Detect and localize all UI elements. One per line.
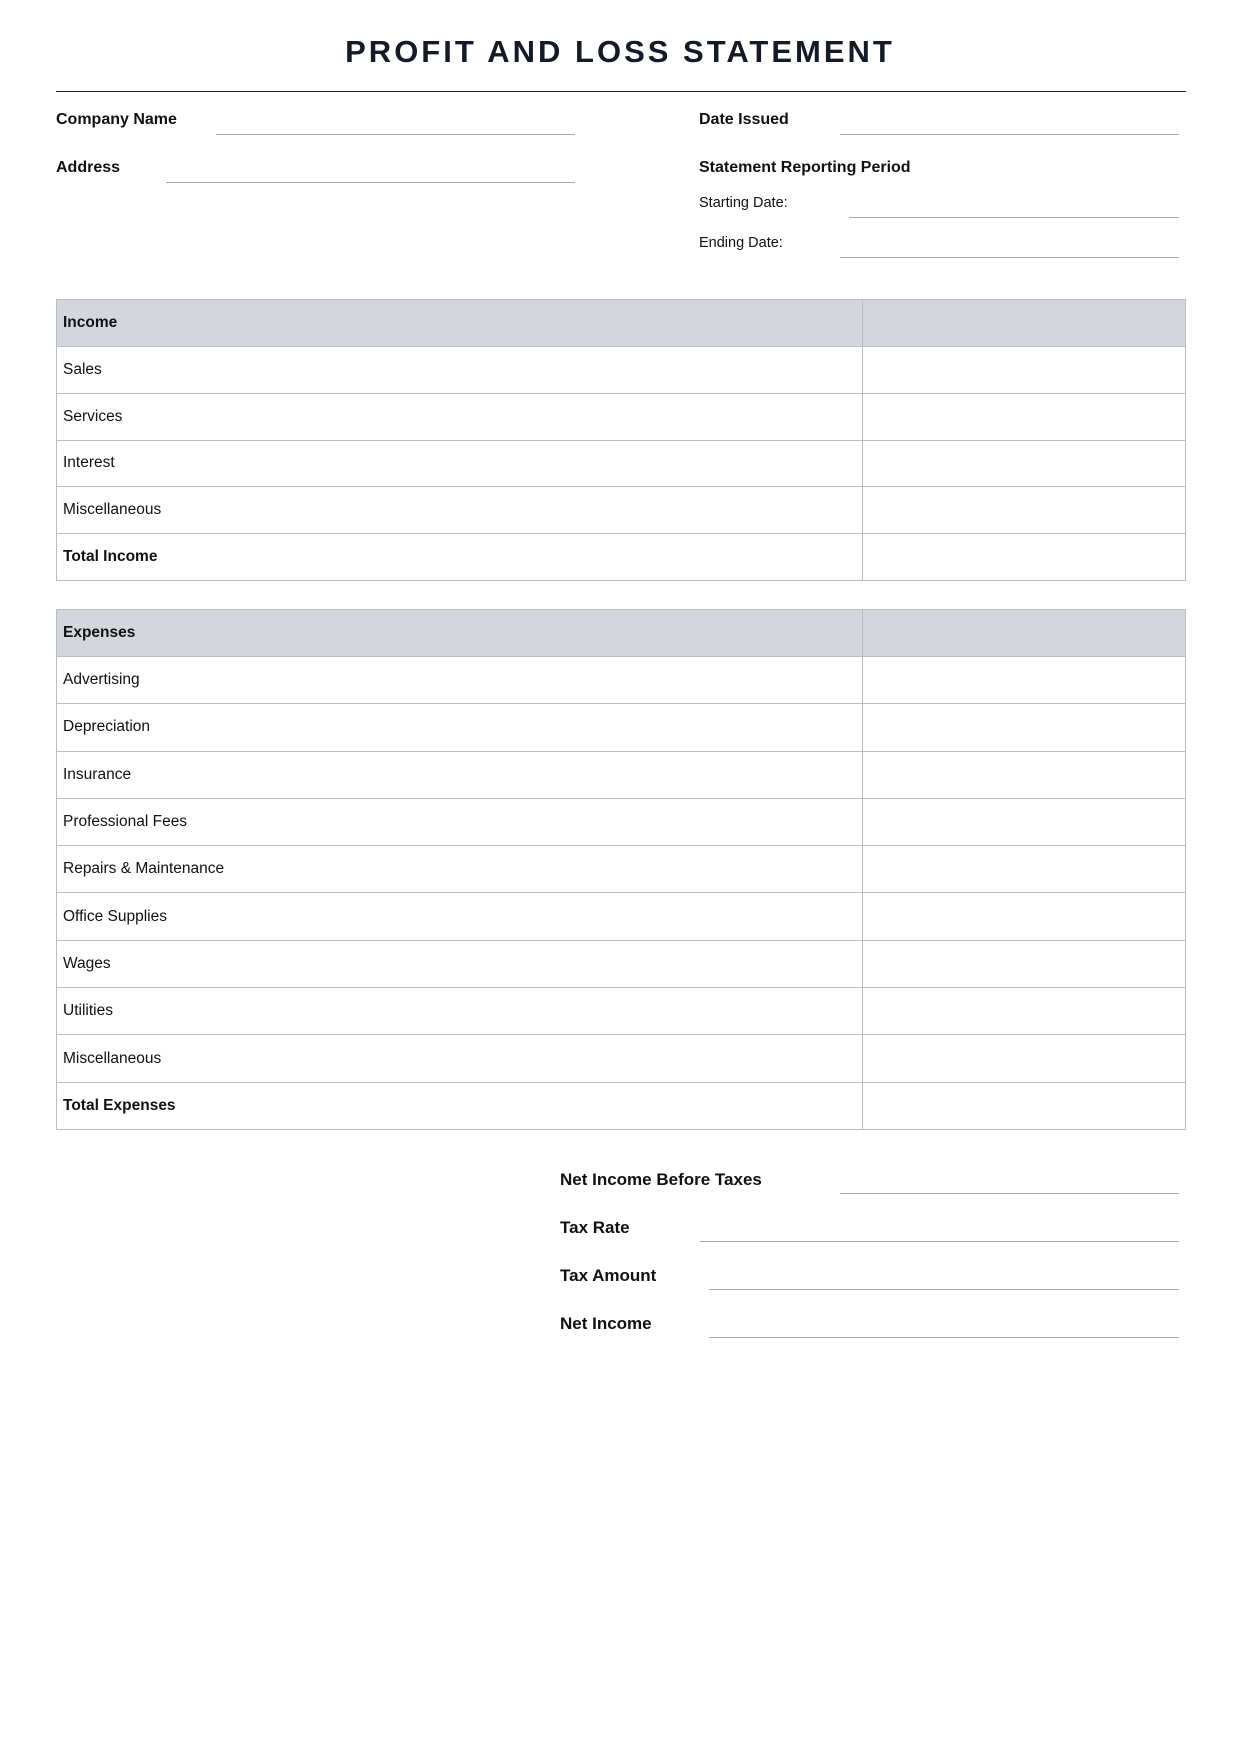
tax-amount-label: Tax Amount xyxy=(560,1266,657,1285)
total-income-row xyxy=(57,534,1186,581)
expense-row-label: Miscellaneous xyxy=(57,1035,863,1082)
net-income-label: Net Income xyxy=(560,1314,652,1333)
date-issued-field[interactable] xyxy=(840,134,1179,135)
company-name-field[interactable] xyxy=(216,134,575,135)
income-row-label: Miscellaneous xyxy=(57,487,863,534)
expense-row-label: Wages xyxy=(57,940,863,987)
table-row xyxy=(57,704,1186,751)
income-header: Income xyxy=(57,300,863,347)
table-row xyxy=(57,487,1186,534)
total-expenses-label: Total Expenses xyxy=(57,1082,863,1129)
address-label: Address xyxy=(56,159,121,176)
net-income-field[interactable] xyxy=(709,1337,1179,1338)
expenses-header-row xyxy=(57,610,1186,657)
page-title: PROFIT AND LOSS STATEMENT xyxy=(345,34,895,69)
expense-row-amount[interactable] xyxy=(863,893,1186,940)
expense-row-amount[interactable] xyxy=(863,846,1186,893)
income-row-amount[interactable] xyxy=(863,487,1186,534)
tax-rate-label: Tax Rate xyxy=(560,1218,630,1237)
expenses-header: Expenses xyxy=(57,610,863,657)
address-field[interactable] xyxy=(166,182,575,183)
tax-rate-field[interactable] xyxy=(700,1241,1179,1242)
net-income-before-taxes-label: Net Income Before Taxes xyxy=(560,1170,762,1189)
table-row xyxy=(57,893,1186,940)
date-issued-label: Date Issued xyxy=(699,111,789,128)
income-row-label: Interest xyxy=(57,440,863,487)
ending-date-field[interactable] xyxy=(840,257,1179,258)
table-row xyxy=(57,751,1186,798)
total-expenses-amount[interactable] xyxy=(863,1082,1186,1129)
income-header-row xyxy=(57,300,1186,347)
expense-row-amount[interactable] xyxy=(863,751,1186,798)
expense-row-label: Repairs & Maintenance xyxy=(57,846,863,893)
table-row xyxy=(57,1035,1186,1082)
income-row-amount[interactable] xyxy=(863,347,1186,394)
table-row xyxy=(57,440,1186,487)
expenses-header-amount xyxy=(863,610,1186,657)
tax-amount-field[interactable] xyxy=(709,1289,1179,1290)
expenses-table xyxy=(56,609,1186,1130)
starting-date-label: Starting Date: xyxy=(699,195,788,211)
table-row xyxy=(57,657,1186,704)
expense-row-amount[interactable] xyxy=(863,798,1186,845)
total-income-amount[interactable] xyxy=(863,534,1186,581)
expense-row-label: Advertising xyxy=(57,657,863,704)
reporting-period-label: Statement Reporting Period xyxy=(699,159,911,176)
company-name-label: Company Name xyxy=(56,111,177,128)
table-row xyxy=(57,940,1186,987)
expense-row-label: Depreciation xyxy=(57,704,863,751)
net-income-before-taxes-field[interactable] xyxy=(840,1193,1179,1194)
expense-row-label: Utilities xyxy=(57,988,863,1035)
expense-row-label: Insurance xyxy=(57,751,863,798)
expense-row-amount[interactable] xyxy=(863,704,1186,751)
table-row xyxy=(57,393,1186,440)
table-row xyxy=(57,347,1186,394)
ending-date-label: Ending Date: xyxy=(699,235,783,251)
income-table xyxy=(56,299,1186,581)
expense-row-amount[interactable] xyxy=(863,657,1186,704)
expense-row-amount[interactable] xyxy=(863,940,1186,987)
expense-row-label: Professional Fees xyxy=(57,798,863,845)
total-income-label: Total Income xyxy=(57,534,863,581)
expense-row-label: Office Supplies xyxy=(57,893,863,940)
expense-row-amount[interactable] xyxy=(863,988,1186,1035)
table-row xyxy=(57,846,1186,893)
table-row xyxy=(57,988,1186,1035)
income-header-amount xyxy=(863,300,1186,347)
table-row xyxy=(57,798,1186,845)
starting-date-field[interactable] xyxy=(849,217,1179,218)
title-divider xyxy=(56,91,1186,92)
income-row-amount[interactable] xyxy=(863,393,1186,440)
income-row-label: Sales xyxy=(57,347,863,394)
expense-row-amount[interactable] xyxy=(863,1035,1186,1082)
total-expenses-row xyxy=(57,1082,1186,1129)
income-row-amount[interactable] xyxy=(863,440,1186,487)
income-row-label: Services xyxy=(57,393,863,440)
